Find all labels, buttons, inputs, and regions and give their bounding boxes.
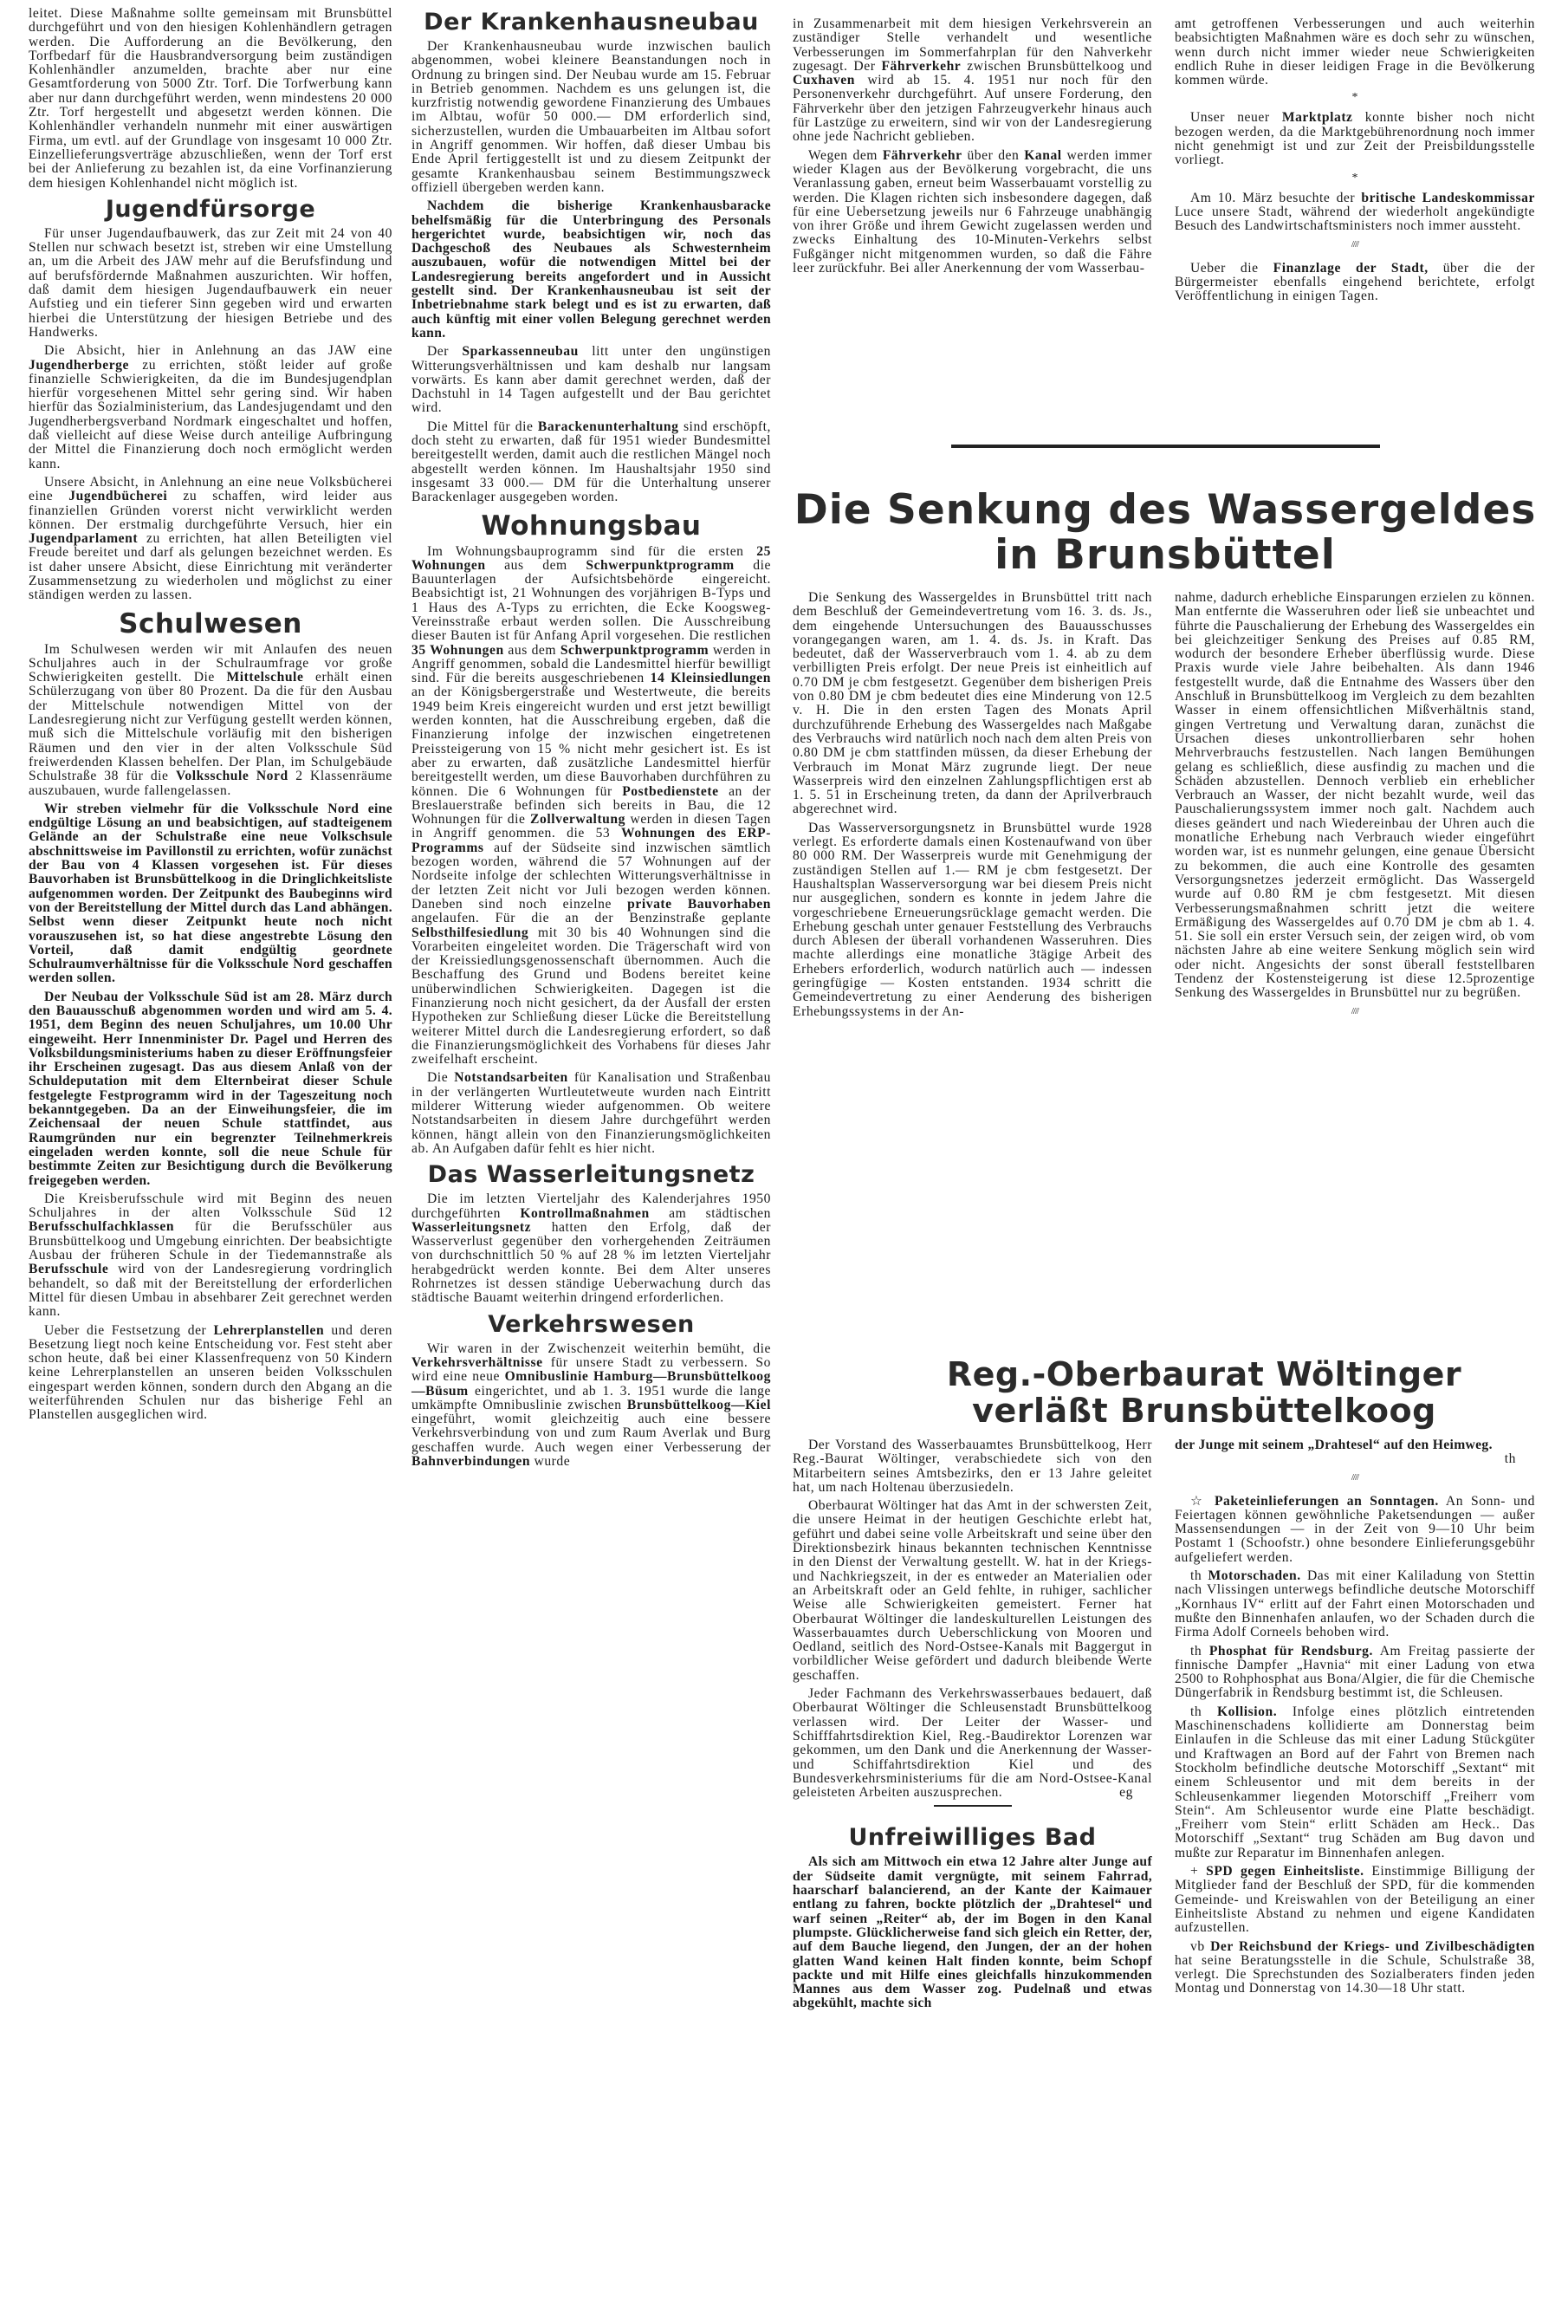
- paragraph: Die im letzten Vierteljahr des Kalenderjahres 1950 durchgeführten Kontrollmaßnahmen am städtischen Wasserleitungsnetz hatten den Erfolg, daß der Wasserverlust gegenüber den vorhergehenden Zeiträumen von durchschnittlich 50 % auf 28 % im letzten Vierteljahr herabgedrückt werden konnte. Bei dem Alter unseres Rohrnetzes ist dessen ständige Ueberwachung durch das städtische Bauamt weiterhin dringend erforderlichen.: [411, 1191, 771, 1306]
- paragraph: Die Mittel für die Barackenunterhaltung sind erschöpft, doch steht zu erwarten, daß für 1951 wieder Bundesmittel bereitgestellt werden, damit auch die restlichen Mängel noch abgestellt werden können. Im Haushaltsjahr 1950 sind insgesamt 33 000.— DM für die Unterhaltung unserer Barackenlager ausgegeben worden.: [411, 419, 771, 505]
- column-1: [29, 7, 392, 1427]
- paragraph: Wegen dem Fährverkehr über den Kanal werden immer wieder Klagen aus der Bevölkerung vorgebracht, die uns Veranlassung gaben, erneut beim Wasserbauamt vorstellig zu werden. Die Klagen richten sich insbesondere dagegen, daß für eine Uebersetzung jeweils nur 6 Fahrzeuge unabhängig von ihrer Größe und ihrem Gewicht zugelassen werden und zwecks Einhaltung des 10-Minuten-Verkehrs selbst Fußgänger nicht mitgenommen wurden, so daß die Fähre leer zurückfuhr. Bei aller Anerkennung der vom Wasserbau-: [793, 147, 1152, 276]
- paragraph: Für unser Jugendaufbauwerk, das zur Zeit mit 24 von 40 Stellen nur schwach besetzt ist, streben wir eine Umstellung an, um die Arbeit des JAW mehr auf die Berufsfindung und auf berufsfördernde Maßnahmen auszurichten. Wir hoffen, daß damit dem hiesigen Jugendaufbauwerk ein neuer Aufstieg und ein tieferer Sinn gegeben wird und erwarten hierbei die Unterstützung der hiesigen Betriebe und des Handwerks.: [29, 225, 392, 340]
- paragraph: Der Krankenhausneubau wurde inzwischen baulich abgenommen, wobei kleinere Beanstandungen noch in Ordnung zu bringen sind. Der Neubau wurde am 15. Februar in Betrieb genommen. Nachdem es uns gelungen ist, die kurzfristig notwendig gewordene Finanzierung des Umbaues im Albtau, wofür 50 000.— DM erforderlich sind, sicherzustellen, wurden die Umbauarbeiten im Altbau sofort in Angriff genommen. Wir hoffen, daß dieser Umbau bis Ende April fertiggestellt ist und zu diesem Zeitpunkt der gesamte Krankenhausbau seinem Bestimmungszweck offiziell übergeben werden kann.: [411, 39, 771, 195]
- wassergeld-column-right: [1175, 591, 1535, 1029]
- separator-mark: ////: [1351, 238, 1359, 250]
- news-item-paket: ☆ Paketeinlieferungen an Sonntagen. An Sonn- und Feiertagen können gewöhnliche Paketsendungen — außer Massensendungen — in der Zeit von 9—10 Uhr beim Postamt 1 (Schoofstr.) ohne besondere Einlieferungsgebühr aufgeliefert werden.: [1175, 1493, 1535, 1565]
- paragraph: Wir waren in der Zwischenzeit weiterhin bemüht, die Verkehrsverhältnisse für unsere Stadt zu verbessern. So wird eine neue Omnibuslinie Hamburg—Brunsbüttelkoog—Büsum eingerichtet, und ab 1. 3. 1951 wurde die lange umkämpfte Omnibuslinie zwischen Brunsbüttelkoog—Kiel eingeführt, womit gleichzeitig auch eine bessere Verkehrsverbindung von und zum Raum Averlak und Burg geschaffen wurde. Auch wegen einer Verbesserung der Bahnverbindungen wurde: [411, 1341, 771, 1470]
- paragraph: Der Sparkassenneubau litt unter den ungünstigen Witterungsverhältnissen und kam deshalb nur langsam vorwärts. Es kann aber damit gerechnet werden, daß der Dachstuhl in 14 Tagen aufgestellt und der Bau gerichtet wird.: [411, 344, 771, 416]
- paragraph: amt getroffenen Verbesserungen und auch weiterhin beabsichtigten Maßnahmen wäre es doch sehr zu wünschen, wenn durch nicht immer wieder neue Schwierigkeiten endlich Ruhe in dieser leidigen Frage in die Bevölkerung kommen würde.: [1175, 16, 1535, 88]
- paragraph: Der Neubau der Volksschule Süd ist am 28. März durch den Bauausschuß abgenommen worden und wird am 5. 4. 1951, dem Beginn des neuen Schuljahres, um 10.00 Uhr eingeweiht. Herr Innenminister Dr. Pagel und Herren des Volksbildungsministeriums haben zu dieser Eröffnungsfeier ihr Erscheinen zugesagt. Das aus diesem Anlaß von der Schuldeputation mit dem Elternbeirat dieser Schule festgelegte Festprogramm wird in der Tageszeitung noch bekanntgegeben. Da an der Einweihungsfeier, die im Zeichensaal der neuen Schule stattfindet, aus Raumgründen nur ein begrenzter Teilnehmerkreis eingeladen werden konnte, soll die neue Schule für bestimmte Zeiten zur Besichtigung durch die Bevölkerung freigegeben werden.: [29, 989, 392, 1188]
- star-separator: *: [1351, 91, 1358, 105]
- news-item-reichsbund: vb Der Reichsbund der Kriegs- und Zivilbeschädigten hat seine Beratungsstelle in die Schule, Schulstraße 38, verlegt. Die Sprechstunden des Sozialberaters finden jeden Montag und Donnerstag von 14.30—18 Uhr statt.: [1175, 1938, 1535, 1996]
- heading-unfreiwilliges-bad: Unfreiwilliges Bad: [848, 1824, 1097, 1852]
- star-separator: *: [1351, 171, 1358, 185]
- paragraph: Die Senkung des Wassergeldes in Brunsbüttel tritt nach dem Beschluß der Gemeindevertretung vom 16. 3. ds. Js., dem eingehende Untersuchungen des Bauausschusses vorangegangen waren, am 1. 4. ds. Js. in Kraft. Das bedeutet, daß der Wasserverbrauch vom 1. 4. ab zu dem verbilligten Preis erfolgt. Der neue Preis ist einheitlich auf 0.70 DM je cbm festgesetzt. Gegenüber dem bisherigen Preis von 0.80 DM je cbm bedeutet dies eine Minderung von 12.5 v. H. Die in den ersten Tagen des Monats April durchzuführende Erhebung des Wassergeldes nach Maßgabe des Verbrauchs wird natürlich noch nach dem alten Preis von 0.80 DM je cbm stattfinden müssen, da dieser Erhebung der Verbrauch im Monat März zugrunde liegt. Der neue Wasserpreis wird den einzelnen Zahlungspflichtigen erst ab 1. 5. 51 in Erscheinung treten, da dann der Aprilverbrauch abgerechnet wird.: [793, 590, 1152, 817]
- author-initials: th: [1504, 1451, 1516, 1467]
- notes-column: [1175, 1438, 1535, 2001]
- paragraph: Als sich am Mittwoch ein etwa 12 Jahre alter Junge auf der Südseite damit vergnügte, mit seinem Fahrrad, haarscharf balancierend, an der Kante der Kaimauer entlang zu fahren, bockte plötzlich der „Drahtesel“ und warf seinen „Reiter“ ab, der im Bogen in den Kanal plumpste. Glücklicherweise fand sich gleich ein Retter, der, auf dem Bauche liegend, den Jungen, der an der hohen glatten Wand keinen Halt finden konnte, beim Schopf packte und mit Hilfe eines gleichfalls hinzukommenden Mannes aus dem Wasser zog. Pudelnaß und etwas abgekühlt, machte sich: [793, 1854, 1152, 2011]
- column-3-top: [793, 17, 1152, 280]
- heading-wasserleitungsnetz: Das Wasserleitungsnetz: [427, 1161, 755, 1189]
- paragraph: Im Schulwesen werden wir mit Anlaufen des neuen Schuljahres auch in der Schulraumfrage vor große Schwierigkeiten gestellt. Die Mittelschule erhält einen Schülerzugang von über 80 Prozent. Da die für den Ausbau der Mittelschule notwendigen Mittel von der Landesregierung nicht zur Verfügung gestellt werden können, muß sich die Mittelschule vorläufig mit den bisherigen Räumen und den vier in der alten Volksschule Süd freiwerdenden Klassen behelfen. Der Plan, im Schulgebäude Schulstraße 38 für die Volksschule Nord 2 Klassenräume auszubauen, wurde fallengelassen.: [29, 641, 392, 798]
- news-item-motorschaden: th Motorschaden. Das mit einer Kaliladung von Stettin nach Vlissingen unterwegs befindliche deutsche Motorschiff „Kornhaus IV“ erlitt auf der Fahrt einen Motorschaden und mußte den Binnenhafen anlaufen, wo der Schaden durch die Firma Adolf Corneels behoben wird.: [1175, 1568, 1535, 1640]
- paragraph: Die Absicht, hier in Anlehnung an das JAW eine Jugendherberge zu errichten, stößt leider auf große finanzielle Schwierigkeiten, da die im Bundesjugendplan hierfür vorgesehenen Mittel sehr gering sind. Wir haben hierfür das Sozialministerium, das Landesjugendamt und den Jugendherbergsverband Nordmark eingeschaltet und hoffen, daß vielleicht auf diese Weise durch anteilige Aufbringung der Mittel die Finanzierung doch noch ermöglicht werden kann.: [29, 343, 392, 471]
- paragraph: Am 10. März besuchte der britische Landeskommissar Luce unsere Stadt, während der wiederholt angekündigte Besuch des Landwirtschaftsministers noch immer aussteht.: [1175, 190, 1535, 234]
- paragraph: Die Kreisberufsschule wird mit Beginn des neuen Schuljahres in der alten Volksschule Süd 12 Berufsschulfachklassen für die Berufsschüler aus Brunsbüttelkoog und Umgebung einrichten. Der beabsichtigte Ausbau der früheren Schule in der Tiedemannstraße als Berufsschule wird von der Landesregierung vordringlich behandelt, so daß mit der Bereitstellung der erforderlichen Mittel für diesen Umbau in absehbarer Zeit gerechnet werden kann.: [29, 1191, 392, 1320]
- heading-jugendfuersorge: Jugendfürsorge: [105, 195, 316, 223]
- cross-icon: +: [1190, 1864, 1207, 1879]
- separator-mark: ////: [1351, 1471, 1359, 1483]
- headline-wassergeld: Die Senkung des Wassergeldes in Brunsbüttel: [794, 486, 1537, 579]
- paragraph: Die Notstandsarbeiten für Kanalisation und Straßenbau in der verlängerten Wurtleutetweute wurden nach Eintritt milderer Witterung wieder aufgenommen. Ob weitere Notstandsarbeiten in diesem Jahre durchgeführt werden können, hängt allein von den Finanzierungsmöglichkeiten ab. An Aufgaben dafür fehlt es hier nicht.: [411, 1070, 771, 1156]
- paragraph: Im Wohnungsbauprogramm sind für die ersten 25 Wohnungen aus dem Schwerpunktprogramm die Bauunterlagen der Aufsichtsbehörde eingereicht. Beabsichtigt ist, 21 Wohnungen des vorjährigen B-Typs und 1 Haus des A-Typs zu errichten, die Ecke Koogsweg-Vereinsstraße erbaut werden sollen. Die Ausschreibung dieser Bauten ist für Anfang April vorgesehen. Die restlichen 35 Wohnungen aus dem Schwerpunktprogramm werden in Angriff genommen, sobald die Landesmittel hierfür bewilligt sind. Für die bereits ausgeschriebenen 14 Kleinsiedlungen an der Königsbergerstraße und Westertweute, die bereits 1949 beim Kreis eingereicht wurden und erst jetzt bewilligt werden konnten, hat die Ausschreibung ergeben, daß die Finanzierung infolge der inzwischen eingetretenen Preissteigerung von 15 % nicht mehr gesichert ist. Es ist aber zu erwarten, daß zusätzliche Landesmittel hierfür bereitgestellt werden, um diese Bauvorhaben durchführen zu können. Die 6 Wohnungen für Postbedienstete an der Breslauerstraße befinden sich bereits in Bau, die 12 Wohnungen für die Zollverwaltung werden in diesen Tagen in Angriff genommen. die 53 Wohnungen des ERP-Programms auf der Südseite sind inzwischen sämtlich bezogen worden, während die 57 Wohnungen auf der Nordseite infolge der schlechten Witterungsverhältnisse in der letzten Zeit nicht vor Juli bezogen werden können. Daneben sind noch einzelne private Bauvorhaben angelaufen. Für die an der Benzinstraße geplante Selbsthilfesiedlung mit 30 bis 40 Wohnungen sind die Vorarbeiten eingeleitet worden. Die Trägerschaft wird von der Kreissiedlungsgenossenschaft übernommen. Auch die Beschaffung des Grund und Bodens bereitet keine unüberwindlichen Schwierigkeiten. Dagegen ist die Finanzierung noch nicht gesichert, da der Ausfall der ersten Hypotheken zur Schließung dieser Lücke die Bereitstellung weiterer Mittel durch die Landesregierung erfordert, so daß die Finanzierungsmöglichkeit des Vorhabens für dieses Jahr zweifelhaft erscheint.: [411, 543, 772, 1068]
- heading-schulwesen: Schulwesen: [119, 607, 302, 639]
- article-torf-text: leitet. Diese Maßnahme sollte gemeinsam mit Brunsbüttel durchgeführt und von den hiesigen Kohlenhändlern getragen werden. Die Aufforderung an die Bevölkerung, den Torfbedarf für die Hausbrandversorgung beim zuständigen Kohlenhändler anzumelden, brachte aber nur eine Gesamtforderung von 5000 Ztr. Torf. Die Torfwerbung kann aber nur dann durchgeführt werden, wenn mindestens 20 000 Ztr. Torf hergestellt und abgesetzt werden können. Die Kohlenhändler verhandeln nunmehr mit einer auswärtigen Firma, um evtl. auf der Grundlage von insgesamt 10 000 Ztr. Einzellieferungsverträge abzuschließen, wenn der Torf erst bei der Anlieferung zu bezahlen ist, da eine Vorfinanzierung dem hiesigen Kohlenhandel nicht möglich ist.: [29, 6, 392, 191]
- paragraph: Wir streben vielmehr für die Volksschule Nord eine endgültige Lösung an und beabsichtigen, auf stadteigenem Gelände an der Schulstraße eine neue Volkschsule abschnittsweise im Pavillonstil zu errichten, wofür zunächst der Bau von 4 Klassen vorgesehen ist. Für dieses Bauvorhaben ist Brunsbüttelkoog in die Dringlichkeitsliste aufgenommen worden. Der Zeitpunkt des Baubeginns wird von der Bereitstellung der Mittel durch das Land abhängen. Selbst wenn dieser Zeitpunkt heute noch nicht vorauszusehen ist, so hat diese angestrebte Lösung den Vorteil, daß damit endgültig geordnete Schulraumverhältnisse für die Volksschule Nord geschaffen werden sollen.: [29, 801, 392, 986]
- heading-wohnungsbau: Wohnungsbau: [481, 510, 702, 542]
- paragraph: Unser neuer Marktplatz konnte bisher noch nicht bezogen werden, da die Marktgebührenordnung noch immer nicht genehmigt ist und zur Zeit der Preisbildungsstelle vorliegt.: [1175, 110, 1535, 168]
- paragraph: Ueber die Festsetzung der Lehrerplanstellen und deren Besetzung liegt noch keine Entscheidung vor. Fest steht aber schon heute, daß bei einer Klassenfrequenz von 50 Kindern keine Lehrerplanstellen an unseren beiden Volksschulen eingespart werden können, sondern durch den Abgang an die weiterführenden Schulen nur das bisherige Fehl an Planstellen ausgeglichen wird.: [29, 1322, 392, 1423]
- heading-krankenhausneubau: Der Krankenhausneubau: [424, 9, 759, 36]
- news-item-kollision: th Kollision. Infolge eines plötzlich eintretenden Maschinenschadens kollidierte am Donnerstag beim Einlaufen in die Schleuse das mit einer Ladung Stückgüter und Kraftwagen an Bord auf der Fahrt von Bremen nach Stockholm befindliche deutsche Motorschiff „Sextant“ mit einem Schleusentor und mit dem bereits in der Schleusenkammer liegenden Motorschiff „Freiherr vom Stein“. Am Schleusentor wurde eine Platte beschädigt. „Freiherr vom Stein“ erlitt Schäden am Heck.. Das Motorschiff „Sextant“ trug Schäden am Bug davon und mußte zur Reparatur im Binnenhafen anlegen.: [1175, 1704, 1536, 1860]
- separator-mark: ////: [1351, 1005, 1359, 1016]
- column-2: [411, 7, 771, 1473]
- paragraph: Nachdem die bisherige Krankenhausbaracke behelfsmäßig für die Unterbringung des Personals hergerichtet wurde, beabsichtigen wir, noch das Dachgeschoß des Neubaues als Schwesternheim auszubauen, wofür die notwendigen Mittel bei der Landesregierung bereits angefordert und in Aussicht gestellt sind. Der Krankenhausneubau ist seit der Inbetriebnahme stark belegt und es ist zu erwarten, daß auch künftig mit einer vollen Belegung gerechnet werden kann.: [411, 198, 771, 341]
- headline-woeltinger: Reg.-Oberbaurat Wöltinger verläßt Brunsbüttelkoog: [946, 1355, 1462, 1430]
- paragraph: der Junge mit seinem „Drahtesel“ auf den Heimweg.: [1175, 1438, 1493, 1452]
- paragraph: in Zusammenarbeit mit dem hiesigen Verkehrsverein an zuständiger Stelle verhandelt und wesentliche Verbesserungen im Sommerfahrplan für den Nahverkehr zugesagt. Der Fährverkehr zwischen Brunsbüttelkoog und Cuxhaven wird ab 15. 4. 1951 nur noch für den Personenverkehr durchgeführt. Auf unsere Forderung, den Fährverkehr über den jetzigen Fahrzeugverkehr hinaus auch für Lastzüge zu erweitern, sind wir von der Landesregierung ohne jede Nachricht geblieben.: [793, 16, 1153, 145]
- paragraph: Unsere Absicht, in Anlehnung an eine neue Volksbücherei eine Jugendbücherei zu schaffen, wird leider aus finanziellen Gründen vorerst nicht verwirklicht werden können. Der erstmalig durchgeführte Versuch, hier ein Jugendparlament zu errichten, hat allen Beteiligten viel Freude bereitet und darf als gelungen bezeichnet werden. Es ist daher unsere Absicht, diese Einrichtung mit veränderter Zusammensetzung zu wiederholen und möglichst zu einer ständigen werden zu lassen.: [29, 474, 392, 603]
- author-initials: eg: [1119, 1785, 1133, 1801]
- star-icon: ☆: [1190, 1493, 1208, 1509]
- paragraph: Der Vorstand des Wasserbauamtes Brunsbüttelkoog, Herr Reg.-Baurat Wöltinger, verabschiedete sich von den Mitarbeitern seines Amtsbezirks, den er 13 Jahre geleitet hat, um nach Holtenau überzusiedeln.: [793, 1438, 1152, 1495]
- divider-rule: [951, 445, 1380, 448]
- paragraph: Oberbaurat Wöltinger hat das Amt in der schwersten Zeit, die unsere Heimat in der heutigen Geschichte erlebt hat, geführt und dabei seine volle Arbeitskraft und seine über den Direktionsbezirk hinaus bekannten technischen Kenntnisse in den Dienst der Verwaltung gestellt. W. hat in der Kriegs- und Nachkriegszeit, in der es entweder an Materialien oder an Arbeitskraft oder an Geld fehlte, in ruhiger, sachlicher Weise alle Schwierigkeiten gemeistert. Ferner hat Oberbaurat Wöltinger die landeskulturellen Leistungen des Wasserbauamtes durch Ueberschlickung von Mooren und Oedland, seitlich des Nord-Ostsee-Kanals mit Baggergut in vorbildlicher Weise gefördert und dadurch bleibende Werte geschaffen.: [793, 1498, 1152, 1683]
- woeltinger-column: [793, 1438, 1152, 2016]
- divider-rule: [934, 1805, 1012, 1807]
- column-4-top: [1175, 17, 1535, 308]
- news-item-spd: + SPD gegen Einheitsliste. Einstimmige Billigung der Mitglieder fand der Beschluß der SPD, für die kommenden Gemeinde- und Kreiswahlen von der Beteiligung an einer Einheitsliste Abstand zu nehmen und eigene Kandidaten aufzustellen.: [1175, 1864, 1535, 1936]
- wassergeld-column-left: [793, 591, 1152, 1023]
- paragraph: Das Wasserversorgungsnetz in Brunsbüttel wurde 1928 verlegt. Es erforderte damals einen Kostenaufwand von über 80 000 RM. Der Wasserpreis wurde mit Genehmigung der zuständigen Stellen auf 1.— RM je cbm festgesetzt. Der Haushaltsplan Wasserversorgung war bei diesem Preis nicht nur ausgeglichen, sondern es konnte in jedem Jahre die vorgeschriebene Erneuerungsrücklage gemacht werden. Die Erhebung geschah unter genauer Feststellung des Verbrauchs durch Ablesen der überall vorhandenen Wasseruhren. Dies machte allerdings eine monatliche 3tägige Arbeit des Erhebers erforderlich, wodurch natürlich auch — indessen geringfügige — Kosten entstanden. 1934 schritt die Gemeindevertretung zu einer Aenderung des bisherigen Erhebungssystems in der An-: [793, 820, 1152, 1019]
- news-item-phosphat: th Phosphat für Rendsburg. Am Freitag passierte der finnische Dampfer „Havnia“ mit einer Ladung von etwa 2500 to Rohphosphat aus Bona/Algier, die für die Chemische Düngerfabrik in Rendsburg bestimmt ist, die Schleusen.: [1175, 1643, 1535, 1701]
- paragraph: Ueber die Finanzlage der Stadt, über die der Bürgermeister ebenfalls eingehend berichtete, erfolgt Veröffentlichung in einigen Tagen.: [1175, 260, 1535, 304]
- paragraph: Jeder Fachmann des Verkehrswasserbaues bedauert, daß Oberbaurat Wöltinger die Schleusenstadt Brunsbüttelkoog verlassen wird. Der Leiter der Wasser- und Schifffahrtsdirektion Kiel, Reg.-Baudirektor Lorenzen war gekommen, um den Dank und die Anerkennung der Wasser- und Schiffahrtsdirektion Kiel und des Bundesverkehrsministeriums für die am Nord-Ostsee-Kanal geleisteten Arbeiten auszusprechen. eg: [793, 1686, 1152, 1801]
- heading-verkehrswesen: Verkehrswesen: [488, 1310, 695, 1338]
- paragraph: nahme, dadurch erhebliche Einsparungen erzielen zu können. Man entfernte die Wasseruhren oder ließ sie unbeachtet und führte die Pauschalierung der Erhebung des Wassergeldes ein bei gleichzeitiger Senkung des Preises auf 0.85 RM, wodurch der besondere Erheber überflüssig wurde. Diese Praxis wurde viele Jahre beibehalten. Als dann 1946 festgestellt wurde, daß die Entnahme des Wassers über den Anschluß in Brunsbüttelkoog im Vergleich zu dem bezahlten Wasser in einem offensichtlichen Mißverhältnis stand, gingen Vertretung und Verwaltung daran, zunächst die Ursachen dieses unkontrollierbaren sehr hohen Mehrverbrauchs festzustellen. Nach langen Bemühungen gelang es schließlich, diese ausfindig zu machen und die Schäden abzustellen. Dennoch verblieb ein erheblicher Verbrauch an Wasser, der nicht bezahlt wurde, weil das Pauschalierungssystem immer noch galt. Nachdem auch dieses geändert und nach Wiedereinbau der Uhren auch die monatliche Erhebung nach Verbrauch wieder eingeführt worden war, ist es nunmehr gelungen, eine genaue Übersicht zu bekommen, die auch eine Kontrolle des gesamten Versorgungsnetzes jederzeit ermöglicht. Das Wassergeld wurde auf 0.80 RM je cbm festgesetzt. Mit diesen Verbesserungsmaßnahmen schritt jetzt die weitere Ermäßigung des Wassergeldes auf 0.70 DM je cbm ab 1. 4. 51. Sie soll ein erster Versuch sein, der zeigen wird, ob vom nächsten Jahre ab eine weitere Senkung möglich sein wird oder nicht. Angesichts der sonst überall feststellbaren Tendenz der Kostensteigerung ist diese 12.5prozentige Senkung des Wassergeldes in Brunsbüttel nur zu begrüßen.: [1175, 590, 1535, 1001]
